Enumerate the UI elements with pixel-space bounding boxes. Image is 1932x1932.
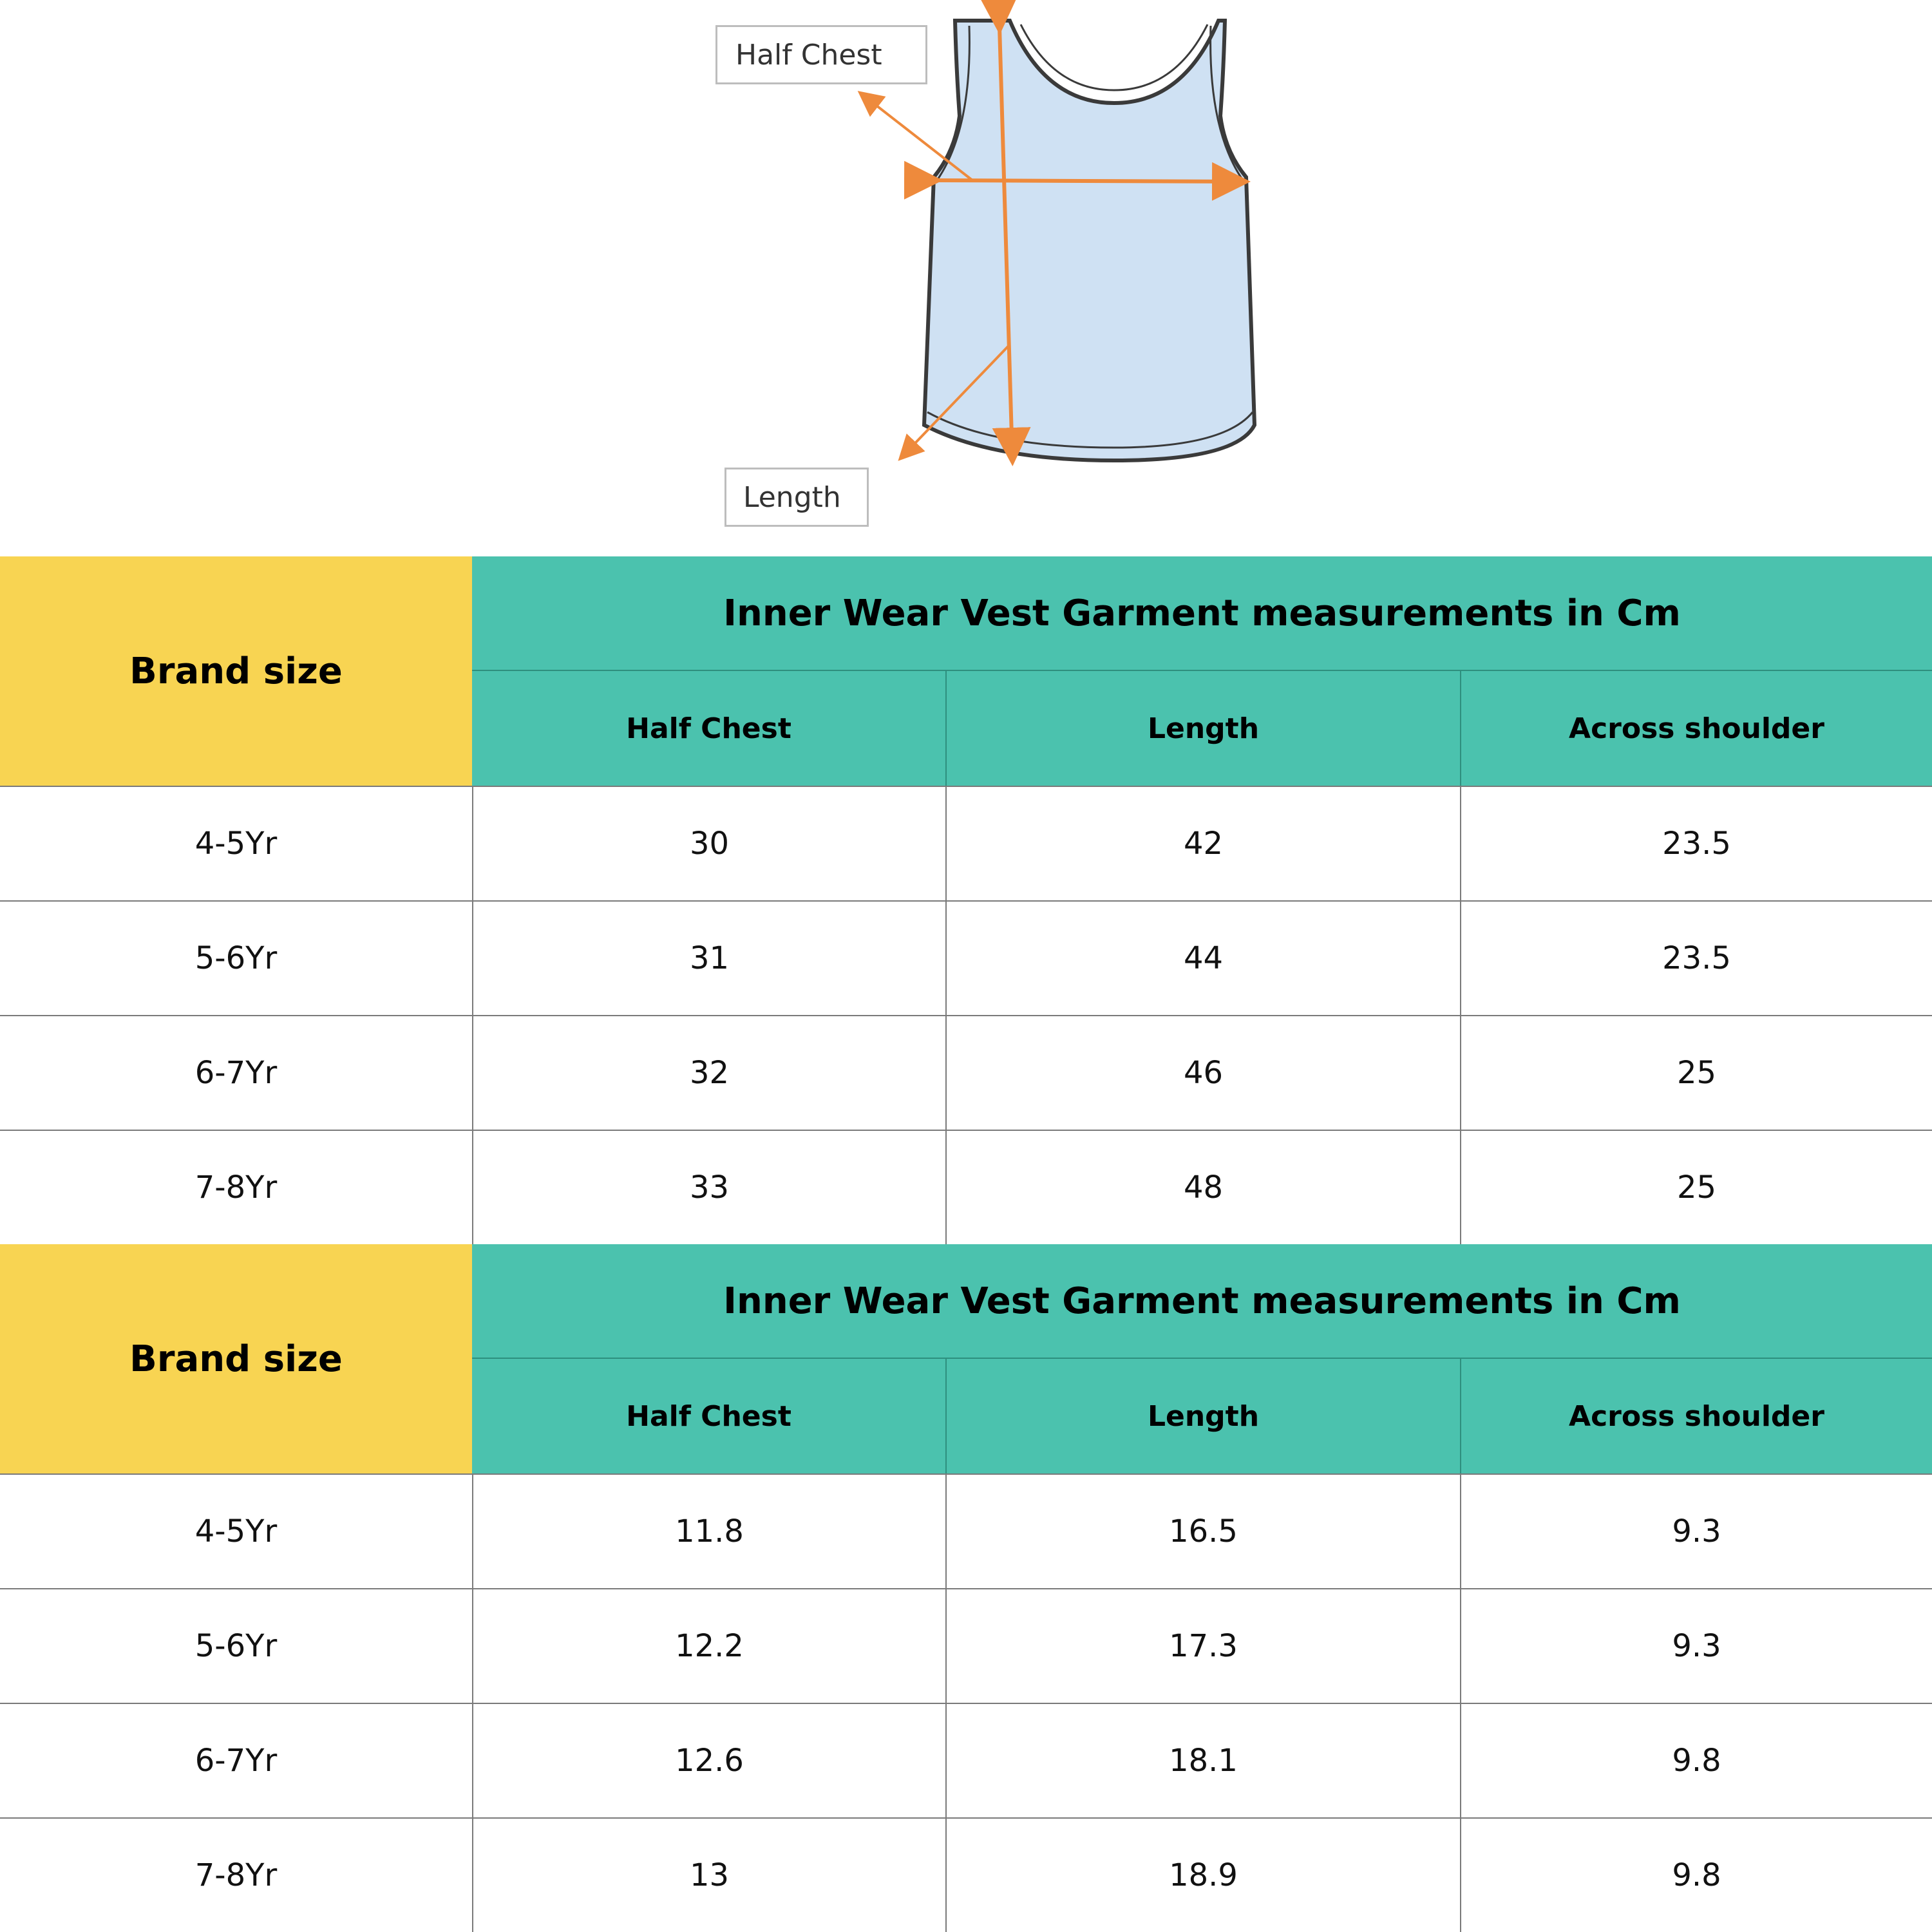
length-callout [724, 468, 869, 527]
length-cell: 17.3 [945, 1589, 1460, 1703]
size-cell: 4-5Yr [194, 826, 278, 862]
brand-size-header [0, 556, 472, 786]
length-cell: 44 [945, 902, 1460, 1015]
measurement-table-cm [0, 556, 1932, 1244]
column-header-label: Across shoulder [1569, 1399, 1824, 1433]
half-chest-callout [715, 25, 927, 84]
table-row [0, 1703, 1932, 1817]
column-header-across-shoulder [1460, 1359, 1932, 1473]
column-header-length [945, 671, 1460, 786]
length-cell: 48 [945, 1131, 1460, 1244]
chest-measure-line [935, 180, 1243, 182]
table-row [0, 1015, 1932, 1130]
half-chest-cell: 31 [472, 902, 945, 1015]
vest-measurement-diagram [0, 0, 1932, 556]
length-cell: 16.5 [945, 1475, 1460, 1588]
table-title [472, 1244, 1932, 1359]
half-chest-cell: 11.8 [472, 1475, 945, 1588]
size-cell: 5-6Yr [194, 940, 278, 976]
across-shoulder-cell: 25 [1460, 1131, 1932, 1244]
half-chest-cell: 30 [472, 787, 945, 900]
size-cell: 4-5Yr [194, 1513, 278, 1549]
table-row [0, 1130, 1932, 1244]
table-row [0, 786, 1932, 900]
across-shoulder-cell: 9.3 [1460, 1475, 1932, 1588]
table-row [0, 1473, 1932, 1588]
table-row [0, 900, 1932, 1015]
across-shoulder-cell: 9.8 [1460, 1704, 1932, 1817]
across-shoulder-cell: 9.3 [1460, 1589, 1932, 1703]
length-cell: 18.1 [945, 1704, 1460, 1817]
table-title-text: Inner Wear Vest Garment measurements in Cm [723, 592, 1681, 634]
brand-size-header [0, 1244, 472, 1473]
half-chest-cell: 32 [472, 1016, 945, 1130]
brand-size-label: Brand size [129, 650, 343, 692]
column-header-label: Length [1147, 1399, 1260, 1433]
half-chest-cell: 13 [472, 1819, 945, 1932]
column-header-half-chest [472, 671, 945, 786]
measurement-table-inch [0, 1244, 1932, 1932]
across-shoulder-cell: 25 [1460, 1016, 1932, 1130]
column-header-label: Half Chest [626, 1399, 791, 1433]
column-header-label: Across shoulder [1569, 712, 1824, 745]
column-header-label: Half Chest [626, 712, 791, 745]
size-cell: 7-8Yr [194, 1857, 278, 1893]
across-shoulder-cell: 23.5 [1460, 902, 1932, 1015]
table-title [472, 556, 1932, 671]
column-header-half-chest [472, 1359, 945, 1473]
vest-illustration [0, 0, 1932, 556]
half-chest-cell: 12.6 [472, 1704, 945, 1817]
table-title-text: Inner Wear Vest Garment measurements in Cm [723, 1280, 1681, 1322]
length-callout-label: Length [743, 480, 841, 514]
size-cell: 6-7Yr [194, 1743, 278, 1779]
size-cell: 7-8Yr [194, 1170, 278, 1206]
half-chest-callout-label: Half Chest [735, 38, 882, 71]
length-cell: 42 [945, 787, 1460, 900]
across-shoulder-cell: 9.8 [1460, 1819, 1932, 1932]
across-shoulder-cell: 23.5 [1460, 787, 1932, 900]
column-header-length [945, 1359, 1460, 1473]
half-chest-cell: 12.2 [472, 1589, 945, 1703]
length-cell: 18.9 [945, 1819, 1460, 1932]
brand-size-label: Brand size [129, 1338, 343, 1380]
length-cell: 46 [945, 1016, 1460, 1130]
size-cell: 6-7Yr [194, 1055, 278, 1091]
table-row [0, 1817, 1932, 1932]
column-header-across-shoulder [1460, 671, 1932, 786]
half-chest-cell: 33 [472, 1131, 945, 1244]
size-cell: 5-6Yr [194, 1628, 278, 1664]
column-header-label: Length [1147, 712, 1260, 745]
table-row [0, 1588, 1932, 1703]
